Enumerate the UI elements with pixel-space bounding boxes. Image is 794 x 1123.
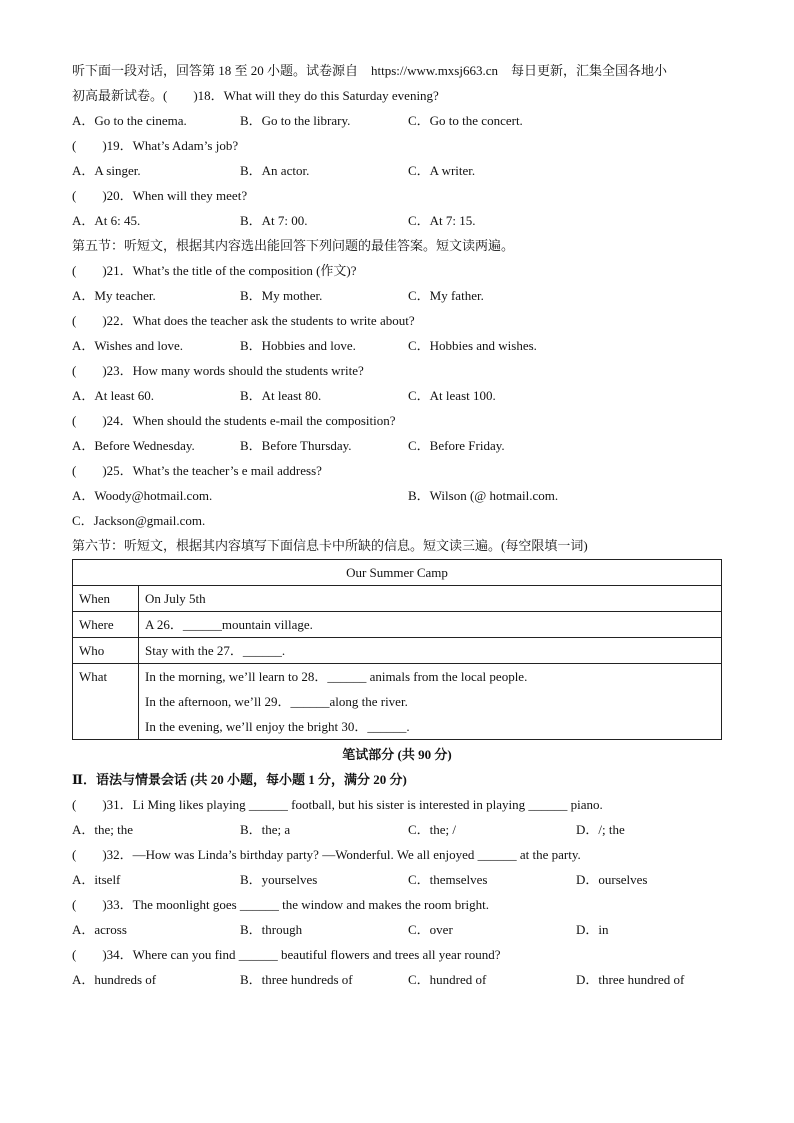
option-b: B．the; a [240, 822, 291, 837]
question-18-stem: 初高最新试卷。( )18．What will they do this Saturday evening? [72, 88, 439, 103]
option-a: A．My teacher. [72, 288, 156, 303]
option-d: D．ourselves [576, 872, 648, 887]
section-6-heading: 第六节：听短文，根据其内容填写下面信息卡中所缺的信息。短文读三遍。(每空限填一词) [72, 538, 588, 553]
question-32-stem: ( )32．—How was Linda’s birthday party? —Wonderful. We all enjoyed ______ at the party. [72, 847, 581, 862]
question-20-stem: ( )20．When will they meet? [72, 188, 248, 203]
where-label: Where [73, 612, 139, 638]
option-b: B．At 7: 00. [240, 213, 308, 228]
option-a: A．across [72, 922, 127, 937]
question-31-stem: ( )31．Li Ming likes playing ______ football, but his sister is interested in playing ______ piano. [72, 797, 603, 812]
question-19-stem: ( )19．What’s Adam’s job? [72, 138, 239, 153]
option-a: A．hundreds of [72, 972, 157, 987]
option-a: A．At least 60. [72, 388, 154, 403]
option-d: D．/; the [576, 822, 625, 837]
question-22-options [72, 333, 722, 358]
option-a: A．At 6: 45. [72, 213, 141, 228]
question-24-stem: ( )24．When should the students e-mail the composition? [72, 413, 396, 428]
question-25-options-ab [72, 483, 722, 508]
option-b: B．yourselves [240, 872, 318, 887]
what-afternoon: In the afternoon, we’ll 29．______along the river. [145, 694, 408, 709]
option-a: A．Before Wednesday. [72, 438, 195, 453]
option-c: C．At 7: 15. [408, 213, 476, 228]
section-5-heading: 第五节：听短文，根据其内容选出能回答下列问题的最佳答案。短文读两遍。 [72, 238, 515, 253]
option-a: A．Woody@hotmail.com. [72, 488, 213, 503]
written-part-title: 笔试部分 (共 90 分) [342, 747, 452, 762]
who-value: Stay with the 27．______. [139, 638, 722, 664]
what-morning: In the morning, we’ll learn to 28．______ animals from the local people. [145, 669, 528, 684]
option-a: A．A singer. [72, 163, 141, 178]
option-c: C．A writer. [408, 163, 476, 178]
option-c: C．My father. [408, 288, 484, 303]
intro-line-1: 听下面一段对话，回答第 18 至 20 小题。试卷源自 https://www.mxsj663.cn 每日更新，汇集全国各地小 [72, 63, 667, 78]
what-values [139, 664, 722, 740]
option-a: A．Go to the cinema. [72, 113, 187, 128]
when-label: When [73, 586, 139, 612]
exam-page [72, 58, 722, 992]
question-21-stem: ( )21．What’s the title of the composition (作文)? [72, 263, 357, 278]
option-b: B．three hundreds of [240, 972, 353, 987]
option-c: C．over [408, 922, 453, 937]
option-a: A．the; the [72, 822, 134, 837]
when-value: On July 5th [139, 586, 722, 612]
question-33-options [72, 917, 722, 942]
option-a: A．itself [72, 872, 121, 887]
option-c: C．Before Friday. [408, 438, 505, 453]
option-c: C．Jackson@gmail.com. [72, 513, 206, 528]
question-34-options [72, 967, 722, 992]
option-c: C．the; / [408, 822, 457, 837]
option-c: C．hundred of [408, 972, 487, 987]
option-c: C．Go to the concert. [408, 113, 523, 128]
option-b: B．Hobbies and love. [240, 338, 356, 353]
where-value: A 26．______mountain village. [139, 612, 722, 638]
question-24-options [72, 433, 722, 458]
option-b: B．Before Thursday. [240, 438, 352, 453]
question-20-options [72, 208, 722, 233]
question-34-stem: ( )34．Where can you find ______ beautiful flowers and trees all year round? [72, 947, 501, 962]
option-b: B．through [240, 922, 303, 937]
option-b: B．My mother. [240, 288, 323, 303]
what-label: What [73, 664, 139, 740]
question-32-options [72, 867, 722, 892]
option-d: D．in [576, 922, 609, 937]
option-a: A．Wishes and love. [72, 338, 184, 353]
question-33-stem: ( )33．The moonlight goes ______ the window and makes the room bright. [72, 897, 490, 912]
section-2-heading: Ⅱ．语法与情景会话 (共 20 小题，每小题 1 分，满分 20 分) [72, 772, 407, 787]
summer-camp-info-card [72, 559, 722, 740]
option-b: B．An actor. [240, 163, 310, 178]
option-d: D．three hundred of [576, 972, 685, 987]
question-25-stem: ( )25．What’s the teacher’s e mail address? [72, 463, 322, 478]
option-b: B．At least 80. [240, 388, 322, 403]
question-23-stem: ( )23．How many words should the students write? [72, 363, 364, 378]
question-31-options [72, 817, 722, 842]
question-21-options [72, 283, 722, 308]
option-c: C．themselves [408, 872, 488, 887]
question-18-options [72, 108, 722, 133]
option-c: C．At least 100. [408, 388, 496, 403]
question-23-options [72, 383, 722, 408]
what-evening: In the evening, we’ll enjoy the bright 30．______. [145, 719, 410, 734]
option-b: B．Go to the library. [240, 113, 351, 128]
question-19-options [72, 158, 722, 183]
question-22-stem: ( )22．What does the teacher ask the students to write about? [72, 313, 415, 328]
info-card-title: Our Summer Camp [73, 560, 722, 586]
option-c: C．Hobbies and wishes. [408, 338, 537, 353]
who-label: Who [73, 638, 139, 664]
option-b: B．Wilson (@ hotmail.com. [408, 488, 559, 503]
